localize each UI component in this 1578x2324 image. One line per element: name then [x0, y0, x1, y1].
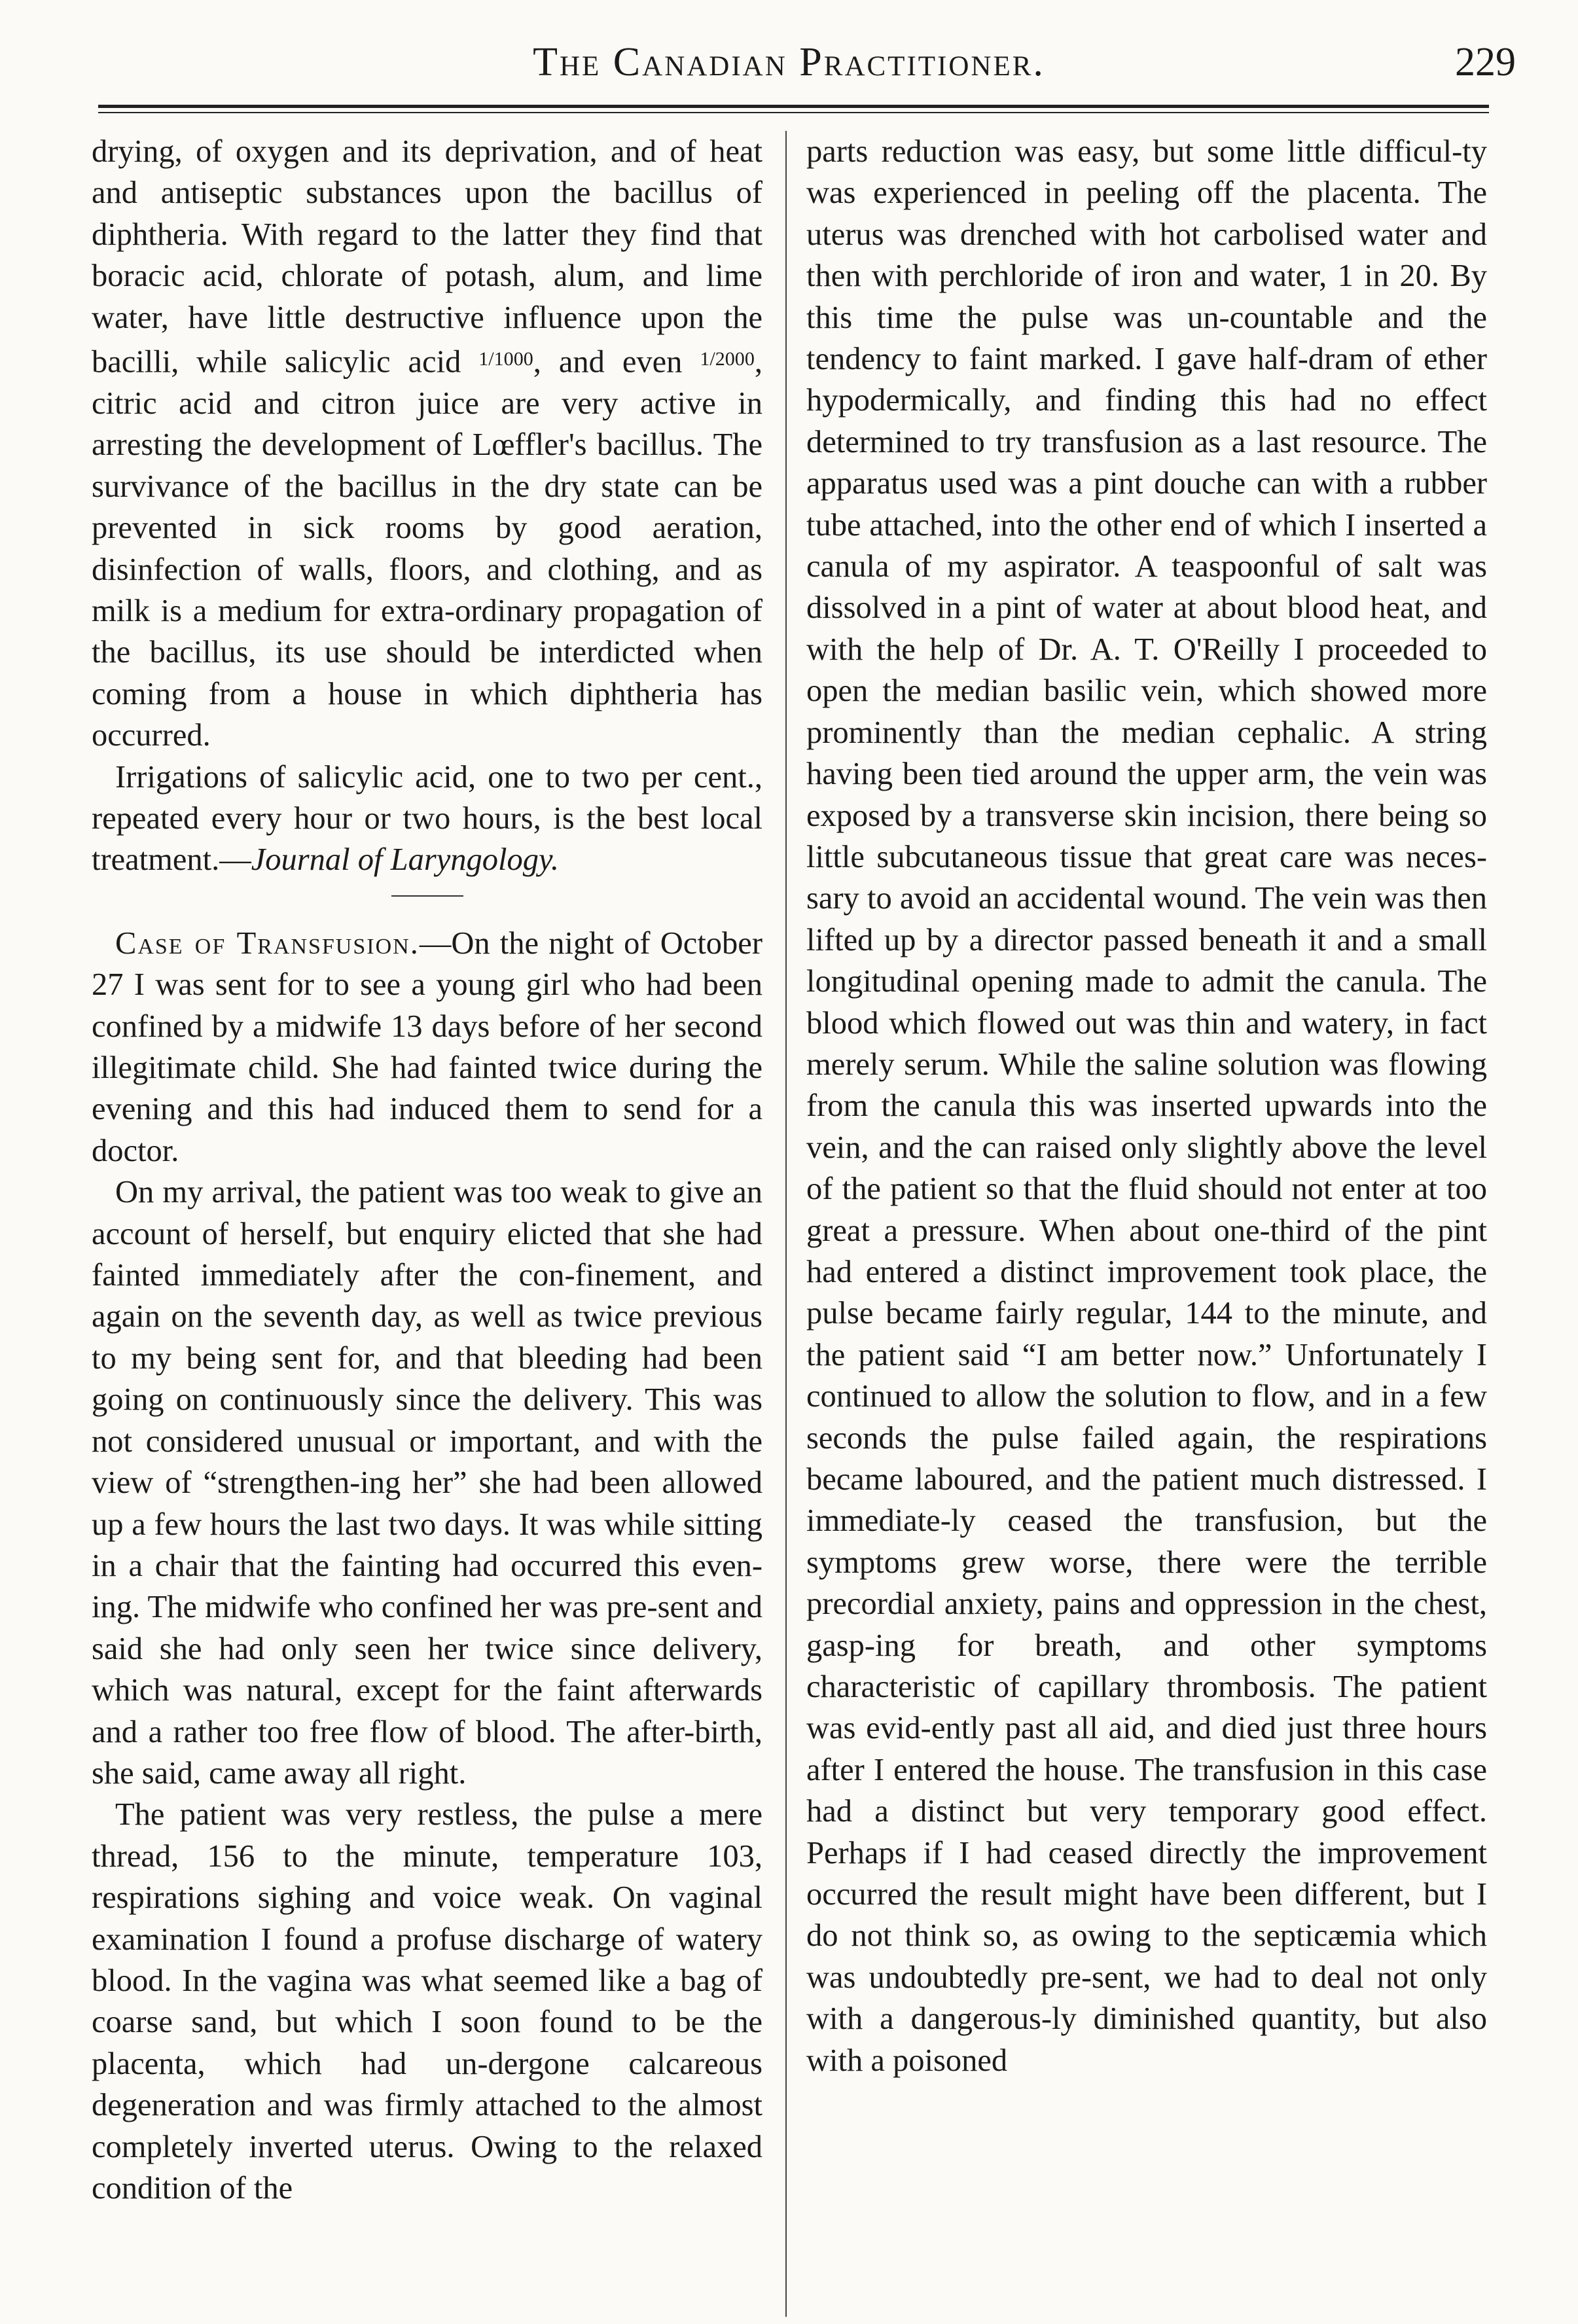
paragraph-transfusion-procedure: parts reduction was easy, but some little difficul-ty was experienced in peeling off the placenta. The uterus was drenched with hot carbolised water and then with perchloride of iron and water, 1 in 20. By this time the pulse was un-countable and the tendency to faint marked. I gave half-dram of ether hypodermically, and finding this had no effect determined to try transfusion as a last resource. The apparatus used was a pint douche can with a rubber tube attached, into the other end of which I inserted a canula of my aspirator. A teaspoonful of salt was dissolved in a pint of water at about blood heat, and with the help of Dr. A. T. O'Reilly I proceeded to open the median basilic vein, which showed more prominently than the median cephalic. A string having been tied around the upper arm, the vein was exposed by a transverse skin incision, there being so little subcutaneous tissue that great care was neces-sary to avoid an accidental wound. The vein was then lifted up by a director passed beneath it and a small longitudinal opening made to admit the canula. The blood which flowed out was thin and watery, in fact merely serum. While the saline solution was flowing from the canula this was inserted upwards into the vein, and the can raised only slightly above the level of the patient so that the fluid should not enter at too great a pressure. When about one-third of the pint had entered a distinct improvement took place, the pulse became fairly regular, 144 to the minute, and the patient said “I am better now.” Unfortunately I continued to allow the solution to flow, and in a few seconds the pulse failed again, the respirations became laboured, and the patient much distressed. I immediate-ly ceased the transfusion, but the symptoms grew worse, there were the terrible precordial anxiety, pains and oppression in the chest, gasp-ing for breath, and other symptoms characteristic of capillary thrombosis. The patient was evid-ently past all aid, and died just three hours after I entered the house. The transfusion in this case had a distinct but very temporary good effect. Perhaps if I had ceased directly the improvement occurred the result might have been different, but I do not think so, as owing to the septicæmia which was undoubtedly pre-sent, we had to deal not only with a dangerous-ly diminished quantity, but also with a poisoned	[806, 134, 1487, 2078]
left-column	[92, 131, 762, 2209]
paragraph-diphtheria-text-a: drying, of oxygen and its deprivation, and of heat and antiseptic substances upon the bacillus of diphtheria. With regard to the latter they find that boracic acid, chlorate of potash, alum, and lime water, have little destructive influence upon the bacilli, while salicylic acid	[92, 134, 762, 380]
paragraph-irrigations	[92, 757, 762, 881]
paragraph-arrival: On my arrival, the patient was too weak to give an account of herself, but enquiry elicted that she had fainted immediately after the con-finement, and again on the seventh day, as well as twice previous to my being sent for, and that bleeding had been going on continuously since the delivery. This was not considered unusual or important, and with the view of “strengthen-ing her” she had been allowed up a few hours the last two days. It was while sitting in a chair that the fainting had occurred this even-ing. The midwife who confined her was pre-sent and said she had only seen her twice since delivery, which was natural, except for the faint afterwards and a rather too free flow of blood. The after-birth, she said, came away all right.	[92, 1175, 762, 1791]
paragraph-irrigations-text: Irrigations of salicylic acid, one to two per cent., repeated every hour or two hours, is the best local treatment.—	[92, 759, 762, 878]
paragraph-case-intro	[92, 923, 762, 1171]
journal-citation: Journal of Laryngology.	[251, 842, 559, 878]
paragraph-diphtheria-text-b: , and even	[533, 344, 700, 380]
paragraph-case-intro-text: —On the night of October 27 I was sent for to see a young girl who had been confined by a midwife 13 days before of her second illegitimate child. She had fainted twice during the evening and this had induced them to send for a doctor.	[92, 925, 762, 1168]
paragraph-diphtheria-text-c: , citric acid and citron juice are very active in arresting the development of Lœffler's bacillus. The survivance of the bacillus in the dry state can be prevented in sick rooms by good aeration, disinfection of walls, floors, and clothing, and as milk is a medium for extra-ordinary propagation of the bacillus, its use should be interdicted when coming from a house in which diphtheria has occurred.	[92, 344, 762, 753]
header-rule-thick	[98, 105, 1489, 108]
paragraph-diphtheria	[92, 131, 762, 757]
fraction-one-two-thousandth: 1/2000	[700, 348, 755, 370]
section-separator	[391, 895, 463, 897]
paragraph-examination: The patient was very restless, the pulse a mere thread, 156 to the minute, temperature 103, respirations sighing and voice weak. On vaginal examination I found a profuse discharge of watery blood. In the vagina was what seemed like a bag of coarse sand, but which I soon found to be the placenta, which had un-dergone calcareous degeneration and was firmly attached to the almost completely inverted uterus. Owing to the relaxed condition of the	[92, 1797, 762, 2206]
header-rule-thin	[98, 112, 1489, 113]
case-title: Case of Transfusion.	[115, 925, 420, 961]
running-head: The Canadian Practitioner.	[533, 40, 1045, 84]
fraction-one-thousandth: 1/1000	[478, 348, 533, 370]
page-header	[0, 0, 1578, 98]
column-divider	[785, 131, 787, 2317]
page-number: 229	[1455, 40, 1516, 84]
right-column	[806, 131, 1487, 2081]
